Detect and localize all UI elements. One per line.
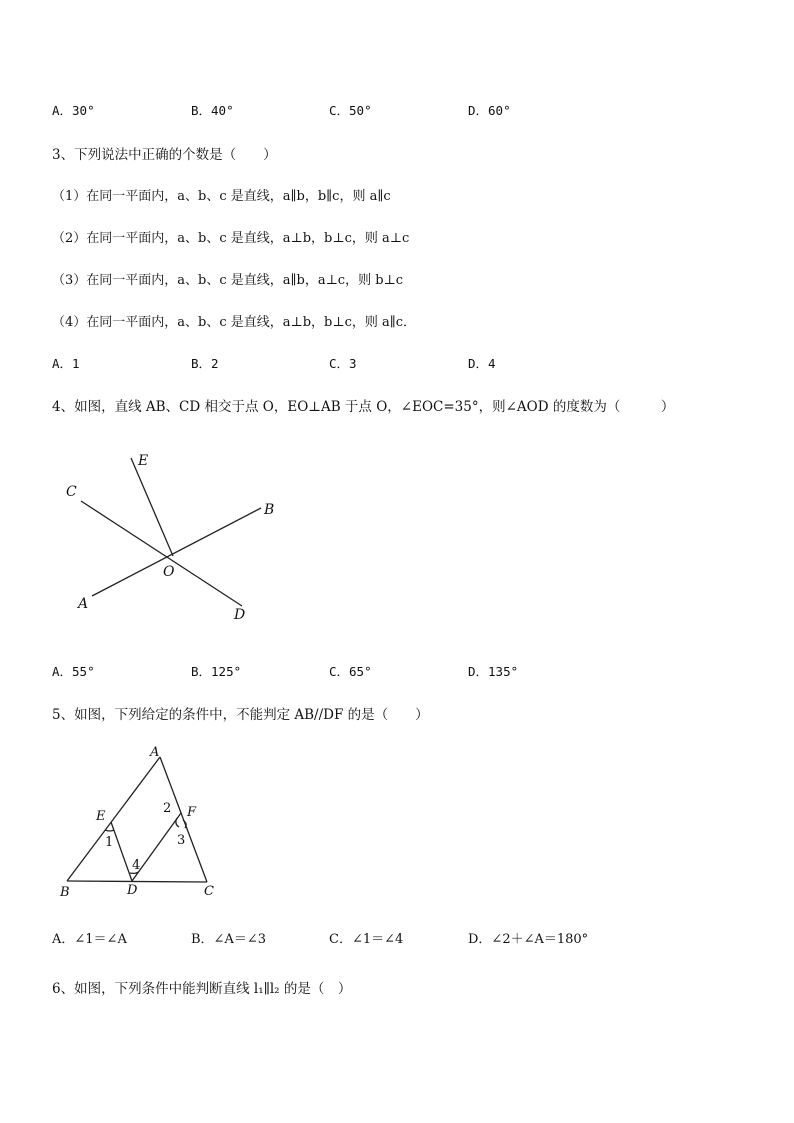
q5-figure: [50, 740, 230, 905]
q3-statement-1: （1）在同一平面内，a、b、c 是直线，a∥b，b∥c，则 a∥c: [52, 189, 391, 204]
q5-label-3: 3: [177, 833, 186, 848]
q5-label-f: F: [187, 805, 197, 820]
q4-label-b: B: [264, 502, 275, 518]
q6-stem: 6、如图，下列条件中能判断直线 l₁∥l₂ 的是（ ）: [52, 981, 352, 997]
q3-options: [52, 354, 752, 372]
q4-line-ab: [92, 508, 261, 596]
q5-segment-ac: [160, 757, 207, 882]
q3-option-b: B．2: [191, 356, 219, 371]
q4-option-a: A．55°: [52, 664, 95, 679]
q5-option-d: D．∠2＋∠A＝180°: [468, 932, 589, 947]
q5-label-2: 2: [163, 801, 172, 816]
q3-statement-4: （4）在同一平面内，a、b、c 是直线，a⊥b，b⊥c，则 a∥c．: [52, 315, 417, 330]
q4-label-e: E: [138, 453, 149, 469]
q3-option-a: A．1: [52, 356, 80, 371]
q4-figure: [50, 440, 300, 630]
q5-segment-bc: [67, 881, 207, 882]
q2-option-b: B．40°: [191, 103, 234, 118]
q5-label-c: C: [204, 884, 214, 899]
q4-label-d: D: [234, 607, 246, 623]
q5-label-a: A: [150, 745, 160, 760]
q4-option-d: D．135°: [468, 664, 519, 679]
q2-option-a: A．30°: [52, 103, 95, 118]
q4-line-cd: [81, 501, 242, 606]
q5-label-b: B: [60, 885, 70, 900]
q5-label-1: 1: [105, 835, 114, 850]
q2-option-d: D．60°: [468, 103, 511, 118]
q3-statement-3: （3）在同一平面内，a、b、c 是直线，a∥b，a⊥c，则 b⊥c: [52, 273, 404, 288]
q5-angle-2-arc: [176, 818, 179, 827]
q5-option-b: B．∠A＝∠3: [191, 932, 266, 947]
q5-label-4: 4: [132, 858, 141, 873]
q3-stem: 3、下列说法中正确的个数是（ ）: [52, 147, 277, 163]
q4-stem: 4、如图，直线 AB、CD 相交于点 O，EO⊥AB 于点 O，∠EOC=35°，则∠AOD 的度数为（ ）: [52, 399, 675, 415]
q4-label-o: O: [163, 564, 175, 580]
q5-angle-1-arc: [105, 830, 114, 831]
q4-label-c: C: [66, 484, 77, 500]
q5-segment-ed: [111, 822, 132, 881]
q5-options: [52, 928, 752, 946]
q5-option-a: A．∠1＝∠A: [52, 932, 127, 947]
q4-label-a: A: [78, 596, 89, 612]
q3-option-d: D．4: [468, 356, 496, 371]
q4-option-c: C．65°: [329, 664, 372, 679]
q2-option-c: C．50°: [329, 103, 372, 118]
q5-option-c: C．∠1＝∠4: [329, 932, 404, 947]
q2-options: [52, 101, 752, 119]
q4-ray-oe: [131, 458, 173, 556]
q4-option-b: B．125°: [191, 664, 242, 679]
q5-label-e: E: [96, 809, 106, 824]
q5-stem: 5、如图，下列给定的条件中，不能判定 AB//DF 的是（ ）: [52, 707, 429, 723]
q3-statement-2: （2）在同一平面内，a、b、c 是直线，a⊥b，b⊥c，则 a⊥c: [52, 231, 410, 246]
q3-option-c: C．3: [329, 356, 357, 371]
q5-label-d: D: [127, 883, 138, 898]
q4-options: [52, 662, 752, 680]
